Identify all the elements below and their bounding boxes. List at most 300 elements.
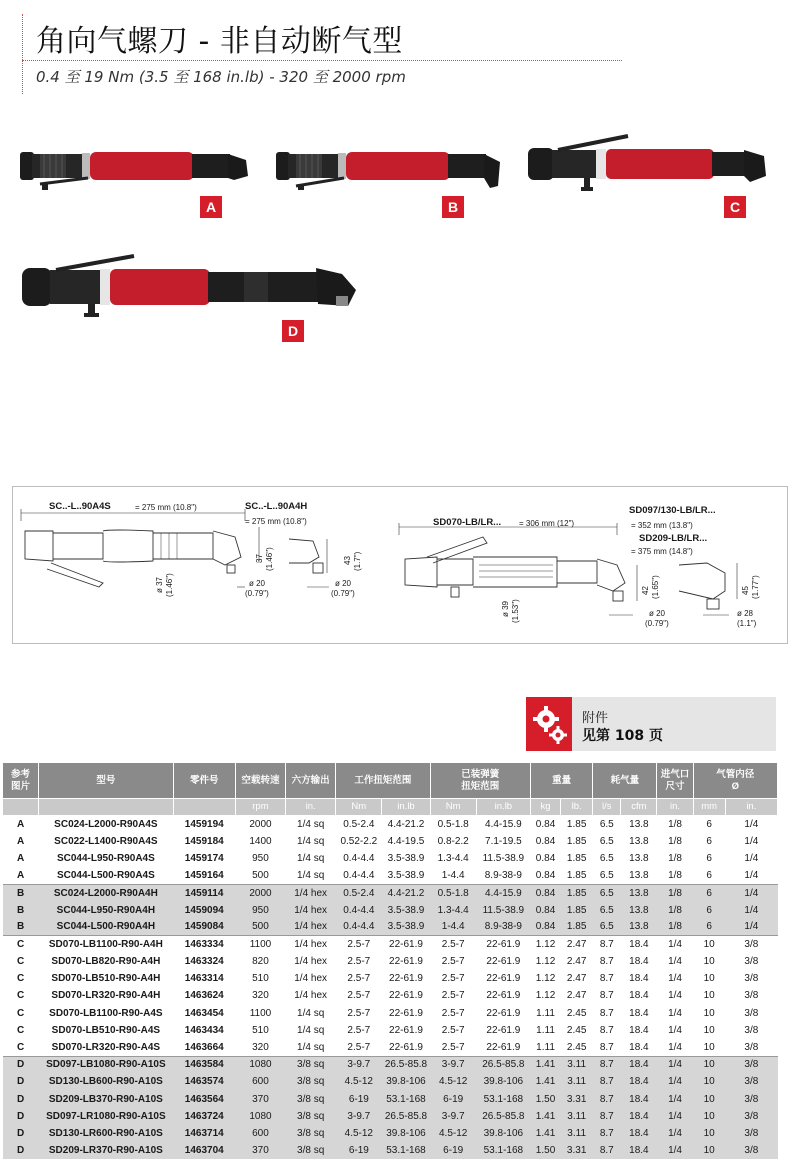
right-height1-in: (1.65") bbox=[651, 575, 660, 599]
cell-value: 6.5 bbox=[593, 919, 621, 936]
header-spring-torque: 已装弹簧 扭矩范围 bbox=[430, 763, 530, 799]
header-free-speed: 空载转速 bbox=[235, 763, 285, 799]
cell-value: 1/8 bbox=[657, 884, 693, 901]
unit-cell: in.lb bbox=[382, 799, 430, 816]
unit-cell: in.lb bbox=[476, 799, 530, 816]
cell-value: 2.45 bbox=[566, 1041, 587, 1053]
cell-value: 8.7 bbox=[599, 973, 614, 985]
cell-value: 2.5-7 bbox=[441, 990, 465, 1002]
cell-part-number: 1463564 bbox=[173, 1091, 235, 1108]
cell-value: 4.4-21.2 bbox=[387, 818, 425, 830]
cell-value: 3.5-38.9 bbox=[382, 901, 430, 918]
cell-value: 3-9.7 bbox=[430, 1108, 476, 1125]
cell-value: 1.12 bbox=[535, 956, 556, 968]
cell-value: 3.11 bbox=[561, 1056, 593, 1073]
cell-ref: C bbox=[3, 936, 39, 953]
cell-value: 4.4-21.2 bbox=[382, 884, 430, 901]
cell-value: 3/8 bbox=[744, 990, 759, 1002]
cell-value: 1/4 bbox=[657, 1142, 693, 1159]
cell-value: 370 bbox=[235, 1142, 285, 1159]
unit-cell bbox=[39, 799, 174, 816]
gear-icon bbox=[526, 697, 572, 751]
accessories-title: 附件 bbox=[582, 711, 609, 726]
cell-value: 3/8 bbox=[725, 1091, 777, 1108]
cell-model: SC022-L1400-R90A4S bbox=[54, 835, 158, 847]
cell-value: 4.4-19.5 bbox=[387, 835, 425, 847]
cell-value: 26.5-85.8 bbox=[476, 1056, 530, 1073]
cell-value: 3/8 sq bbox=[286, 1142, 336, 1159]
cell-value: 3-9.7 bbox=[336, 1056, 382, 1073]
cell-model: SD097-LR1080-R90-A10S bbox=[39, 1108, 174, 1125]
cell-value: 3-9.7 bbox=[430, 1056, 476, 1073]
cell-value: 3/8 bbox=[725, 1073, 777, 1090]
cell-ref: A bbox=[16, 835, 25, 847]
cell-value: 13.8 bbox=[629, 835, 649, 847]
cell-part-number: 1463324 bbox=[184, 956, 224, 968]
cell-value: 3/8 bbox=[744, 973, 759, 985]
cell-ref: A bbox=[16, 818, 25, 830]
cell-value: 10 bbox=[693, 936, 725, 953]
cell-value: 1/8 bbox=[668, 835, 682, 847]
cell-value: 39.8-106 bbox=[476, 1073, 530, 1090]
cell-value: 0.5-1.8 bbox=[437, 818, 469, 830]
cell-value: 10 bbox=[703, 1024, 715, 1036]
cell-value: 22-61.9 bbox=[382, 936, 430, 953]
header-air-consumption: 耗气量 bbox=[593, 763, 657, 799]
cell-value: 1/4 hex bbox=[286, 884, 336, 901]
cell-value: 6 bbox=[706, 852, 712, 864]
cell-model: SD130-LR600-R90-A10S bbox=[39, 1125, 174, 1142]
right-width1-mm: ø 20 bbox=[649, 609, 666, 618]
cell-value: 6 bbox=[693, 901, 725, 918]
cell-model: SD070-LR320-R90-A4H bbox=[51, 990, 161, 1002]
cell-value: 2000 bbox=[235, 884, 285, 901]
cell-value: 2.45 bbox=[566, 1007, 587, 1019]
cell-value: 1/4 sq bbox=[297, 1007, 325, 1019]
cell-value: 2.5-7 bbox=[441, 1007, 465, 1019]
cell-value: 39.8-106 bbox=[382, 1125, 430, 1142]
cell-part-number: 1459114 bbox=[173, 884, 235, 901]
cell-value: 1100 bbox=[249, 1007, 272, 1019]
cell-value: 39.8-106 bbox=[382, 1073, 430, 1090]
cell-value: 10 bbox=[703, 990, 715, 1002]
cell-value: 1/4 hex bbox=[294, 973, 328, 985]
cell-value: 1400 bbox=[249, 835, 272, 847]
table-row bbox=[3, 936, 778, 953]
cell-ref: D bbox=[3, 1125, 39, 1142]
cell-value: 2.5-7 bbox=[347, 1007, 371, 1019]
cell-value: 22-61.9 bbox=[486, 973, 521, 985]
cell-value: 1/4 bbox=[657, 1056, 693, 1073]
table-row bbox=[3, 1125, 778, 1142]
cell-value: 3/8 sq bbox=[286, 1125, 336, 1142]
cell-value: 1.41 bbox=[530, 1108, 560, 1125]
cell-value: 6.5 bbox=[593, 884, 621, 901]
cell-value: 3/8 bbox=[744, 1041, 759, 1053]
cell-part-number: 1459174 bbox=[184, 852, 224, 864]
cell-value: 13.8 bbox=[621, 919, 657, 936]
left-length-b: = 275 mm (10.8") bbox=[245, 517, 307, 526]
cell-value: 8.7 bbox=[593, 936, 621, 953]
unit-cell: lb. bbox=[561, 799, 593, 816]
cell-value: 2.5-7 bbox=[347, 973, 371, 985]
cell-value: 1/4 bbox=[725, 919, 777, 936]
cell-ref: B bbox=[3, 884, 39, 901]
cell-model: SD070-LB1100-R90-A4S bbox=[49, 1007, 163, 1019]
cell-value: 53.1-168 bbox=[476, 1142, 530, 1159]
cell-value: 3/8 sq bbox=[286, 1073, 336, 1090]
cell-value: 0.5-2.4 bbox=[336, 884, 382, 901]
cell-value: 2.47 bbox=[561, 936, 593, 953]
cell-model: SC044-L950-R90A4H bbox=[39, 901, 174, 918]
cell-value: 370 bbox=[235, 1091, 285, 1108]
cell-value: 2.47 bbox=[566, 973, 587, 985]
cell-value: 6.5 bbox=[599, 818, 614, 830]
cell-value: 1/4 bbox=[668, 990, 682, 1002]
cell-value: 26.5-85.8 bbox=[382, 1056, 430, 1073]
cell-value: 1/4 bbox=[744, 818, 759, 830]
cell-value: 6.5 bbox=[599, 835, 614, 847]
cell-value: 10 bbox=[693, 1056, 725, 1073]
cell-value: 2000 bbox=[249, 818, 272, 830]
cell-value: 18.4 bbox=[629, 1024, 649, 1036]
title-accent-line bbox=[22, 14, 23, 94]
header-model: 型号 bbox=[39, 763, 174, 799]
cell-value: 22-61.9 bbox=[476, 936, 530, 953]
cell-value: 39.8-106 bbox=[476, 1125, 530, 1142]
cell-value: 3.5-38.9 bbox=[382, 919, 430, 936]
cell-value: 6 bbox=[706, 869, 712, 881]
cell-value: 1/4 bbox=[744, 869, 759, 881]
right-length-b: = 352 mm (13.8") bbox=[631, 521, 693, 530]
table-row bbox=[3, 1091, 778, 1108]
tool-a-image bbox=[20, 140, 252, 200]
cell-value: 1.85 bbox=[561, 901, 593, 918]
title-underline bbox=[22, 60, 622, 61]
cell-value: 6-19 bbox=[336, 1091, 382, 1108]
cell-value: 1080 bbox=[235, 1108, 285, 1125]
right-width1-in: (0.79") bbox=[645, 619, 669, 628]
table-row bbox=[3, 867, 778, 884]
unit-cell: mm bbox=[693, 799, 725, 816]
cell-value: 320 bbox=[252, 1041, 269, 1053]
cell-value: 6 bbox=[706, 818, 712, 830]
cell-value: 1/4 bbox=[657, 1073, 693, 1090]
cell-value: 1/4 bbox=[725, 901, 777, 918]
cell-part-number: 1463334 bbox=[173, 936, 235, 953]
header-part-number: 零件号 bbox=[173, 763, 235, 799]
cell-value: 1.3-4.4 bbox=[430, 901, 476, 918]
right-model-b: SD097/130-LB/LR... bbox=[629, 505, 716, 516]
cell-part-number: 1463314 bbox=[184, 973, 224, 985]
cell-value: 1/4 bbox=[744, 835, 759, 847]
cell-value: 1/4 bbox=[657, 1091, 693, 1108]
unit-cell bbox=[3, 799, 39, 816]
cell-value: 22-61.9 bbox=[486, 1041, 521, 1053]
cell-ref: D bbox=[3, 1091, 39, 1108]
cell-value: 3/8 sq bbox=[286, 1108, 336, 1125]
cell-value: 6.5 bbox=[599, 869, 614, 881]
cell-part-number: 1459194 bbox=[184, 818, 224, 830]
cell-value: 0.84 bbox=[530, 919, 560, 936]
cell-value: 2.5-7 bbox=[441, 973, 465, 985]
cell-value: 3.11 bbox=[561, 1125, 593, 1142]
unit-cell: in. bbox=[725, 799, 777, 816]
cell-part-number: 1463724 bbox=[173, 1108, 235, 1125]
cell-ref: C bbox=[16, 1007, 25, 1019]
table-row bbox=[3, 850, 778, 867]
cell-value: 3.11 bbox=[561, 1108, 593, 1125]
cell-value: 1/4 bbox=[668, 973, 682, 985]
cell-ref: B bbox=[3, 919, 39, 936]
cell-value: 1100 bbox=[235, 936, 285, 953]
cell-value: 1/8 bbox=[668, 869, 682, 881]
cell-value: 8.7 bbox=[599, 956, 614, 968]
cell-value: 8.7 bbox=[593, 1091, 621, 1108]
cell-value: 13.8 bbox=[621, 884, 657, 901]
table-row bbox=[3, 1056, 778, 1073]
cell-value: 1/8 bbox=[668, 852, 682, 864]
left-width1-mm: ø 20 bbox=[249, 579, 266, 588]
right-width2-mm: ø 28 bbox=[737, 609, 754, 618]
right-model-c: SD209-LB/LR... bbox=[639, 533, 708, 544]
table-row bbox=[3, 970, 778, 987]
cell-value: 1-4.4 bbox=[430, 919, 476, 936]
cell-value: 2.5-7 bbox=[347, 956, 371, 968]
cell-value: 4.4-15.9 bbox=[485, 818, 522, 830]
right-model-a: SD070-LB/LR... bbox=[433, 517, 502, 528]
cell-value: 6 bbox=[693, 919, 725, 936]
cell-model: SC044-L500-R90A4S bbox=[56, 869, 155, 881]
cell-value: 600 bbox=[235, 1125, 285, 1142]
header-ref: 参考 图片 bbox=[3, 763, 39, 799]
tool-d-image bbox=[22, 254, 366, 326]
cell-value: 0.4-4.4 bbox=[336, 901, 382, 918]
cell-value: 8.9-38-9 bbox=[484, 869, 522, 881]
cell-value: 2.5-7 bbox=[430, 936, 476, 953]
cell-value: 22-61.9 bbox=[389, 1024, 423, 1036]
table-row bbox=[3, 1142, 778, 1159]
cell-part-number: 1463584 bbox=[173, 1056, 235, 1073]
cell-value: 10 bbox=[703, 956, 715, 968]
cell-value: 1.85 bbox=[566, 869, 587, 881]
cell-value: 13.8 bbox=[629, 818, 649, 830]
cell-ref: B bbox=[3, 901, 39, 918]
cell-part-number: 1463434 bbox=[184, 1024, 224, 1036]
cell-value: 26.5-85.8 bbox=[382, 1108, 430, 1125]
cell-value: 0.84 bbox=[535, 835, 556, 847]
cell-value: 53.1-168 bbox=[476, 1091, 530, 1108]
cell-value: 1/4 sq bbox=[297, 1024, 325, 1036]
cell-value: 6.5 bbox=[599, 852, 614, 864]
cell-value: 2.47 bbox=[566, 956, 587, 968]
cell-value: 4.5-12 bbox=[430, 1125, 476, 1142]
right-height2-mm: 45 bbox=[741, 586, 750, 595]
cell-value: 0.84 bbox=[535, 818, 556, 830]
cell-value: 500 bbox=[252, 869, 269, 881]
cell-value: 950 bbox=[252, 852, 269, 864]
unit-cell: in. bbox=[657, 799, 693, 816]
cell-ref: C bbox=[16, 956, 25, 968]
cell-model: SD130-LB600-R90-A10S bbox=[39, 1073, 174, 1090]
cell-value: 18.4 bbox=[629, 1007, 649, 1019]
cell-value: 10 bbox=[693, 1091, 725, 1108]
cell-value: 10 bbox=[703, 973, 715, 985]
cell-value: 3.31 bbox=[561, 1091, 593, 1108]
cell-value: 600 bbox=[235, 1073, 285, 1090]
cell-value: 1/4 bbox=[668, 956, 682, 968]
cell-value: 2.45 bbox=[566, 1024, 587, 1036]
cell-ref: D bbox=[3, 1056, 39, 1073]
tool-c-image bbox=[528, 134, 776, 198]
table-body bbox=[3, 816, 778, 1160]
cell-value: 1/4 sq bbox=[297, 852, 325, 864]
unit-cell: kg bbox=[530, 799, 560, 816]
cell-ref: A bbox=[16, 852, 25, 864]
cell-value: 1.11 bbox=[536, 1024, 555, 1036]
tool-b-label: B bbox=[442, 196, 464, 218]
cell-value: 3.11 bbox=[561, 1073, 593, 1090]
cell-value: 10 bbox=[693, 1073, 725, 1090]
cell-value: 8.7 bbox=[593, 1056, 621, 1073]
cell-value: 820 bbox=[252, 956, 269, 968]
cell-value: 10 bbox=[693, 1125, 725, 1142]
header-torque-range: 工作扭矩范围 bbox=[336, 763, 430, 799]
header-drive: 六方输出 bbox=[286, 763, 336, 799]
cell-value: 3/8 bbox=[744, 1024, 759, 1036]
cell-model: SD209-LB370-R90-A10S bbox=[39, 1091, 174, 1108]
cell-value: 8.7 bbox=[593, 1125, 621, 1142]
cell-model: SC044-L500-R90A4H bbox=[39, 919, 174, 936]
table-row bbox=[3, 1073, 778, 1090]
left-width1-in: (0.79") bbox=[245, 589, 269, 598]
cell-value: 1/4 hex bbox=[286, 901, 336, 918]
cell-value: 8.7 bbox=[599, 1024, 614, 1036]
cell-part-number: 1463714 bbox=[173, 1125, 235, 1142]
cell-model: SC024-L2000-R90A4S bbox=[54, 818, 158, 830]
left-length-a: = 275 mm (10.8") bbox=[135, 503, 197, 512]
cell-value: 3/8 bbox=[725, 1125, 777, 1142]
cell-value: 6-19 bbox=[430, 1142, 476, 1159]
table-row bbox=[3, 1039, 778, 1056]
cell-value: 13.8 bbox=[621, 901, 657, 918]
tool-a-label: A bbox=[200, 196, 222, 218]
cell-value: 1.85 bbox=[561, 884, 593, 901]
cell-value: 0.5-1.8 bbox=[430, 884, 476, 901]
table-row bbox=[3, 1108, 778, 1125]
cell-value: 3/8 bbox=[725, 1056, 777, 1073]
unit-cell bbox=[173, 799, 235, 816]
cell-ref: A bbox=[16, 869, 25, 881]
cell-ref: D bbox=[3, 1142, 39, 1159]
cell-part-number: 1459184 bbox=[184, 835, 224, 847]
cell-value: 13.8 bbox=[629, 852, 649, 864]
cell-value: 1/4 bbox=[657, 1125, 693, 1142]
cell-value: 1.41 bbox=[530, 1056, 560, 1073]
cell-value: 0.52-2.2 bbox=[340, 835, 378, 847]
unit-cell: rpm bbox=[235, 799, 285, 816]
cell-part-number: 1459084 bbox=[173, 919, 235, 936]
cell-value: 1/4 hex bbox=[286, 919, 336, 936]
cell-value: 2.5-7 bbox=[347, 990, 371, 1002]
cell-value: 10 bbox=[703, 1007, 715, 1019]
cell-value: 3/8 bbox=[744, 1007, 759, 1019]
cell-value: 3-9.7 bbox=[336, 1108, 382, 1125]
cell-value: 1/4 bbox=[744, 852, 759, 864]
cell-value: 18.4 bbox=[621, 936, 657, 953]
table-row bbox=[3, 816, 778, 833]
cell-ref: C bbox=[16, 1041, 25, 1053]
cell-value: 1.12 bbox=[530, 936, 560, 953]
unit-cell: cfm bbox=[621, 799, 657, 816]
cell-value: 22-61.9 bbox=[486, 1007, 521, 1019]
cell-value: 1/4 hex bbox=[294, 956, 328, 968]
tool-c-label: C bbox=[724, 196, 746, 218]
cell-value: 510 bbox=[252, 973, 269, 985]
cell-model: SC024-L2000-R90A4H bbox=[39, 884, 174, 901]
cell-value: 1/8 bbox=[657, 901, 693, 918]
cell-value: 11.5-38.9 bbox=[476, 901, 530, 918]
cell-value: 3/8 bbox=[725, 1108, 777, 1125]
cell-value: 11.5-38.9 bbox=[482, 852, 525, 864]
cell-value: 1.50 bbox=[530, 1142, 560, 1159]
cell-value: 6 bbox=[693, 884, 725, 901]
cell-value: 6-19 bbox=[430, 1091, 476, 1108]
cell-model: SD097-LB1080-R90-A10S bbox=[39, 1056, 174, 1073]
cell-value: 18.4 bbox=[621, 1108, 657, 1125]
cell-ref: C bbox=[16, 990, 25, 1002]
cell-value: 0.5-2.4 bbox=[343, 818, 375, 830]
cell-value: 4.5-12 bbox=[336, 1073, 382, 1090]
cell-value: 950 bbox=[235, 901, 285, 918]
cell-value: 22-61.9 bbox=[486, 990, 521, 1002]
tool-b-image bbox=[276, 140, 508, 200]
cell-value: 4.5-12 bbox=[336, 1125, 382, 1142]
cell-value: 18.4 bbox=[621, 1056, 657, 1073]
cell-value: 1.3-4.4 bbox=[437, 852, 469, 864]
cell-value: 1/4 sq bbox=[297, 818, 325, 830]
cell-value: 22-61.9 bbox=[389, 1041, 423, 1053]
cell-value: 8.9-38-9 bbox=[476, 919, 530, 936]
right-length-a: = 306 mm (12") bbox=[519, 519, 575, 528]
cell-value: 1/4 bbox=[657, 1108, 693, 1125]
header-weight: 重量 bbox=[530, 763, 592, 799]
unit-cell: in. bbox=[286, 799, 336, 816]
cell-value: 1.41 bbox=[530, 1073, 560, 1090]
cell-value: 18.4 bbox=[629, 956, 649, 968]
cell-value: 22-61.9 bbox=[389, 973, 423, 985]
table-units-row bbox=[3, 799, 778, 816]
cell-value: 1/4 sq bbox=[297, 835, 325, 847]
cell-value: 1.12 bbox=[535, 973, 556, 985]
cell-value: 3/8 bbox=[744, 956, 759, 968]
cell-value: 22-61.9 bbox=[486, 1024, 521, 1036]
page-subtitle: 0.4 至 19 Nm (3.5 至 168 in.lb) - 320 至 2000 rpm bbox=[36, 68, 406, 86]
cell-value: 1.50 bbox=[530, 1091, 560, 1108]
cell-value: 10 bbox=[693, 1142, 725, 1159]
accessories-note bbox=[526, 697, 776, 751]
cell-value: 22-61.9 bbox=[389, 990, 423, 1002]
table-row bbox=[3, 1005, 778, 1022]
cell-value: 510 bbox=[252, 1024, 269, 1036]
cell-value: 2.5-7 bbox=[336, 936, 382, 953]
right-length-c: = 375 mm (14.8") bbox=[631, 547, 693, 556]
cell-value: 1/4 bbox=[725, 884, 777, 901]
cell-value: 13.8 bbox=[629, 869, 649, 881]
cell-value: 0.4-4.4 bbox=[343, 852, 375, 864]
cell-part-number: 1463574 bbox=[173, 1073, 235, 1090]
cell-ref: C bbox=[16, 1024, 25, 1036]
